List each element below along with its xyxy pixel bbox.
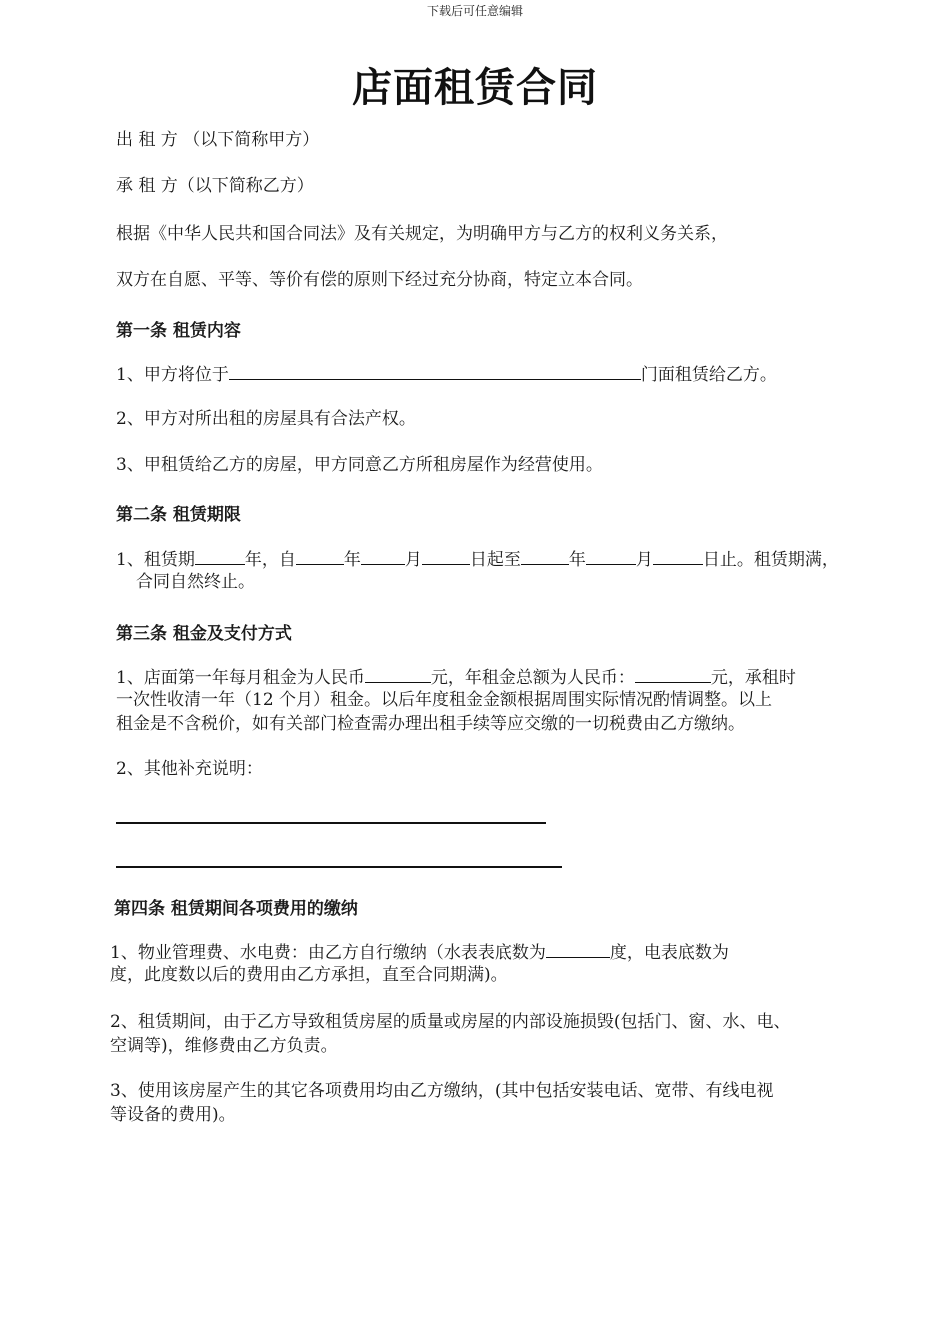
article-3-item-1-line-1 xyxy=(116,664,796,690)
start-day-blank xyxy=(422,546,470,565)
end-day-blank xyxy=(653,546,703,565)
item-text: 门面租赁给乙方。 xyxy=(640,365,777,385)
article-2-item-1-cont: 合同自然终止。 xyxy=(136,572,255,592)
preamble-line-1: 根据《中华人民共和国合同法》及有关规定，为明确甲方与乙方的权利义务关系， xyxy=(116,224,728,244)
preamble-line-2: 双方在自愿、平等、等价有偿的原则下经过充分协商，特定立本合同。 xyxy=(116,270,643,290)
start-year-blank xyxy=(296,546,344,565)
item-text: 年 xyxy=(343,550,361,570)
article-2-item-1 xyxy=(116,546,839,572)
article-4-item-2-line-1: 2、租赁期间，由于乙方导致租赁房屋的质量或房屋的内部设施损毁(包括门、窗、水、电、 xyxy=(110,1012,791,1032)
item-text: 1、物业管理费、水电费：由乙方自行缴纳（水表表底数为 xyxy=(110,943,546,963)
article-3-item-2: 2、其他补充说明： xyxy=(116,759,263,779)
water-meter-blank xyxy=(546,939,610,958)
article-2-heading: 第二条 租赁期限 xyxy=(116,505,241,525)
item-text: 度，电表底数为 xyxy=(609,943,729,963)
article-4-item-3-line-1: 3、使用该房屋产生的其它各项费用均由乙方缴纳，(其中包括安装电话、宽带、有线电视 xyxy=(110,1081,774,1101)
article-1-item-3: 3、甲租赁给乙方的房屋，甲方同意乙方所租房屋作为经营使用。 xyxy=(116,455,603,475)
header-note: 下载后可任意编辑 xyxy=(426,4,523,18)
article-3-item-1-line-2: 一次性收清一年（12 个月）租金。以后年度租金金额根据周围实际情况酌情调整。以上 xyxy=(116,690,773,710)
article-4-item-1-line-2: 度，此度数以后的费用由乙方承担，直至合同期满)。 xyxy=(110,965,508,985)
item-text: 年，自 xyxy=(244,550,296,570)
supplement-line-2[interactable] xyxy=(116,866,562,868)
article-1-heading: 第一条 租赁内容 xyxy=(116,321,241,341)
item-text: 月 xyxy=(635,550,653,570)
item-text: 1、甲方将位于 xyxy=(116,365,229,385)
annual-rent-blank xyxy=(635,664,711,683)
item-text: 月 xyxy=(404,550,422,570)
item-text: 1、店面第一年每月租金为人民币 xyxy=(116,668,365,688)
item-text: 年 xyxy=(568,550,586,570)
article-1-item-2: 2、甲方对所出租的房屋具有合法产权。 xyxy=(116,409,416,429)
article-3-item-1-line-3: 租金是不含税价，如有关部门检查需办理出租手续等应交缴的一切税费由乙方缴纳。 xyxy=(116,714,745,734)
supplement-line-1[interactable] xyxy=(116,822,546,824)
monthly-rent-blank xyxy=(365,664,431,683)
article-3-heading: 第三条 租金及支付方式 xyxy=(116,624,292,644)
lessor-line: 出 租 方 （以下简称甲方） xyxy=(116,130,320,150)
item-text: 1、租赁期 xyxy=(116,550,195,570)
lessee-line: 承 租 方（以下简称乙方） xyxy=(116,176,314,196)
end-month-blank xyxy=(586,546,636,565)
article-4-item-1-line-1 xyxy=(110,939,729,965)
end-year-blank xyxy=(521,546,569,565)
item-text: 元，承租时 xyxy=(710,668,796,688)
address-blank xyxy=(229,361,641,380)
item-text: 日起至 xyxy=(469,550,521,570)
start-month-blank xyxy=(361,546,405,565)
article-1-item-1 xyxy=(116,361,777,387)
document-title: 店面租赁合同 xyxy=(352,65,598,111)
years-blank xyxy=(195,546,245,565)
item-text: 元，年租金总额为人民币： xyxy=(430,668,635,688)
article-4-heading: 第四条 租赁期间各项费用的缴纳 xyxy=(114,899,358,919)
article-4-item-2-line-2: 空调等)，维修费由乙方负责。 xyxy=(110,1036,338,1056)
article-4-item-3-line-2: 等设备的费用)。 xyxy=(110,1105,236,1125)
item-text: 日止。租赁期满， xyxy=(702,550,839,570)
